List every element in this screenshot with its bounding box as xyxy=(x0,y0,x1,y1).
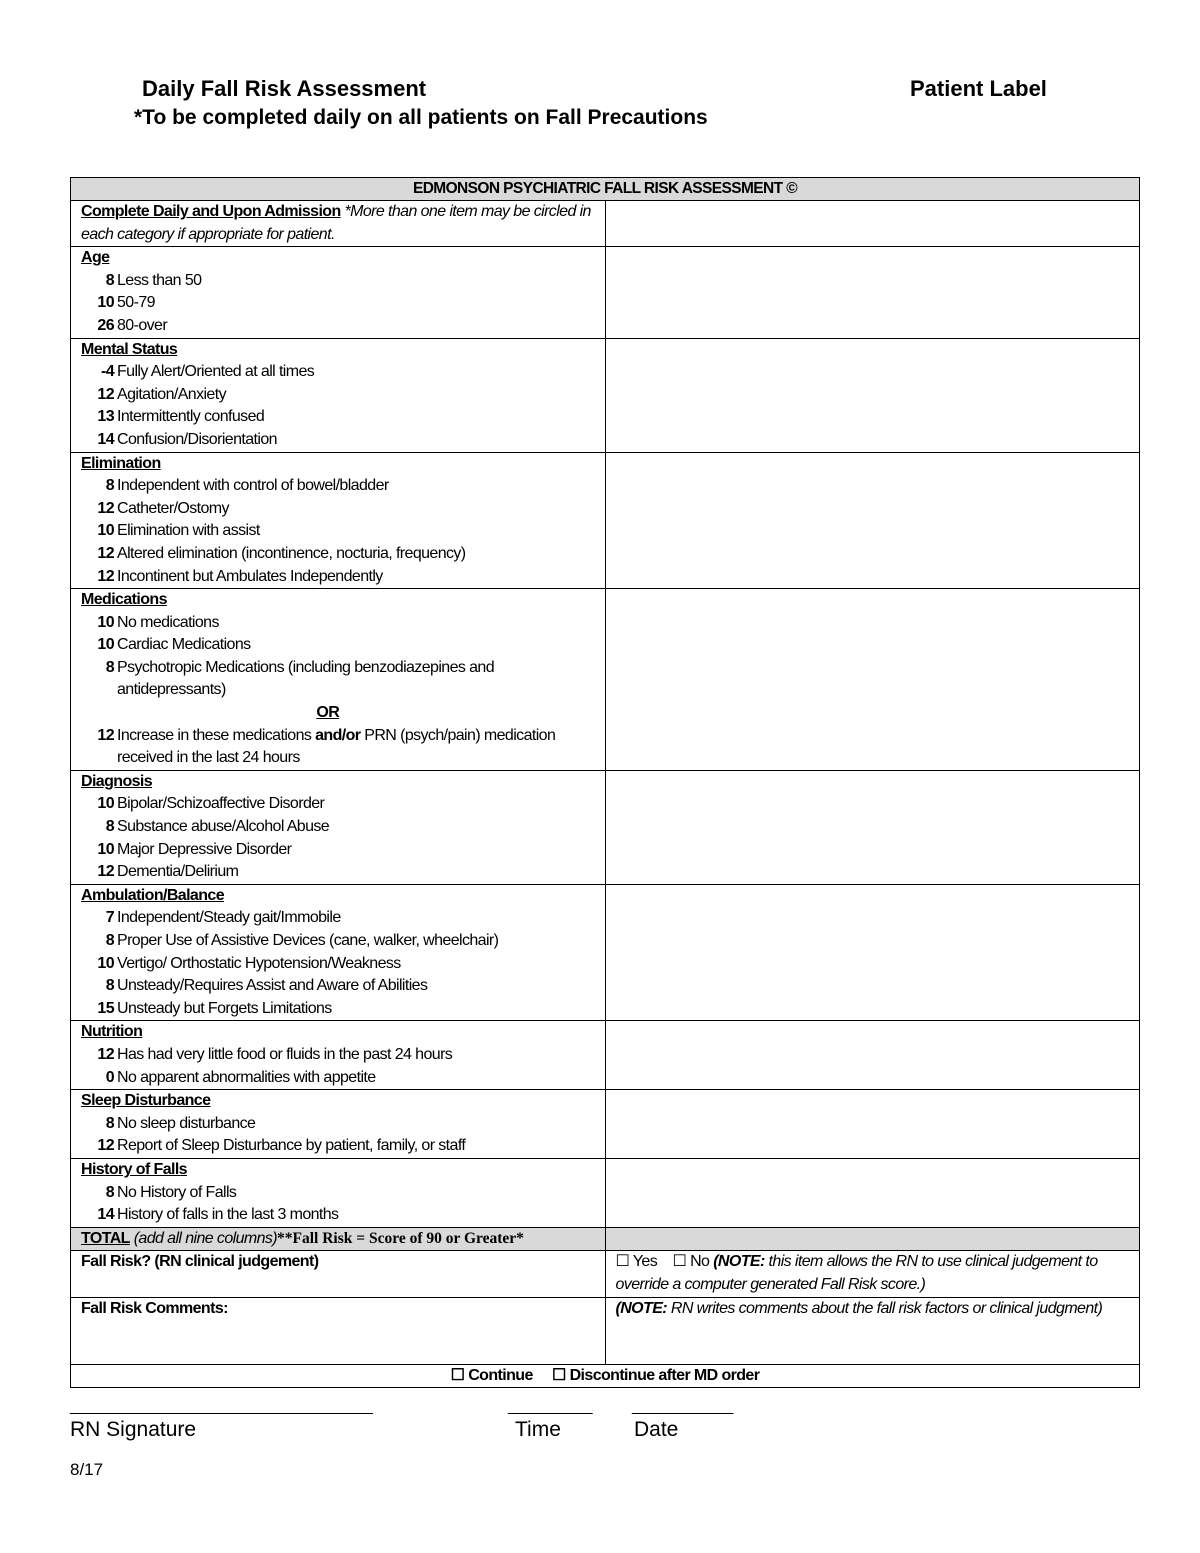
option-text: Proper Use of Assistive Devices (cane, walker, wheelchair) xyxy=(117,932,499,949)
category-row-diagnosis xyxy=(71,770,1140,884)
yes-checkbox[interactable]: ☐ Yes xyxy=(615,1253,658,1271)
score-cell-age[interactable] xyxy=(605,247,1140,338)
option-text: Bipolar/Schizoaffective Disorder xyxy=(117,795,325,813)
score-cell-nutrition[interactable] xyxy=(605,1021,1140,1090)
intro-note: *More than one item may be circled in each category if appropriate for patient. xyxy=(81,203,591,243)
option-text: Incontinent but Ambulates Independently xyxy=(117,567,383,585)
category-cell xyxy=(71,452,606,589)
fall-risk-table xyxy=(70,177,1140,1388)
option-text-post: PRN (psych/pain) medication received in the last 24 hours xyxy=(117,726,556,767)
option-score: 10 xyxy=(97,613,114,631)
fall-risk-note: this item allows the RN to use clinical judgement to override a computer generated Fall Risk score.) xyxy=(615,1253,1098,1293)
category-row-ambulation xyxy=(71,884,1140,1021)
option-item[interactable] xyxy=(81,543,605,566)
intro-row xyxy=(71,201,1140,247)
option-score: 10 xyxy=(97,840,114,858)
option-text xyxy=(117,725,605,770)
form-title: Daily Fall Risk Assessment xyxy=(142,76,427,101)
option-score: 8 xyxy=(105,1114,114,1132)
option-text: 50-79 xyxy=(117,294,155,312)
category-cell xyxy=(71,770,606,884)
option-text: Substance abuse/Alcohol Abuse xyxy=(117,818,330,836)
option-item[interactable] xyxy=(81,1113,605,1136)
option-score: 7 xyxy=(105,909,114,927)
option-item[interactable] xyxy=(81,612,605,635)
discontinue-checkbox[interactable]: ☐ Discontinue after MD order xyxy=(552,1366,760,1384)
option-item[interactable] xyxy=(81,292,605,315)
option-item[interactable] xyxy=(81,270,605,293)
option-item[interactable] xyxy=(81,1067,605,1090)
option-item[interactable] xyxy=(81,634,605,657)
option-text: Major Depressive Disorder xyxy=(117,840,292,858)
option-score: 12 xyxy=(97,385,114,403)
option-score: 8 xyxy=(105,818,114,836)
comments-answer-cell[interactable] xyxy=(605,1297,1140,1364)
option-item[interactable] xyxy=(81,498,605,521)
fall-risk-note-bold: (NOTE: xyxy=(709,1253,765,1271)
option-score: 0 xyxy=(105,1068,114,1086)
option-item[interactable] xyxy=(81,520,605,543)
option-score: 10 xyxy=(97,636,114,654)
option-text: Confusion/Disorientation xyxy=(117,430,277,448)
option-item[interactable] xyxy=(81,975,605,998)
option-text: Elimination with assist xyxy=(117,522,260,540)
option-score: 8 xyxy=(105,477,114,495)
option-text: Psychotropic Medications (including benzodiazepines and antidepressants) xyxy=(117,658,495,699)
option-score: 8 xyxy=(105,977,114,995)
option-text: Catheter/Ostomy xyxy=(117,499,229,517)
option-text: Vertigo/ Orthostatic Hypotension/Weakness xyxy=(117,954,401,972)
category-heading: Medications xyxy=(81,591,167,609)
category-cell xyxy=(71,247,606,338)
option-text: No apparent abnormalities with appetite xyxy=(117,1068,376,1086)
continue-checkbox[interactable]: ☐ Continue xyxy=(450,1366,533,1384)
option-item[interactable] xyxy=(81,361,605,384)
category-row-sleep xyxy=(71,1090,1140,1159)
option-text: Independent with control of bowel/bladder xyxy=(117,477,389,495)
category-row-nutrition xyxy=(71,1021,1140,1090)
time-label: Time xyxy=(515,1418,561,1441)
option-score: 10 xyxy=(97,294,114,312)
category-row-elimination xyxy=(71,452,1140,589)
fall-risk-answer-cell xyxy=(605,1251,1140,1297)
category-cell xyxy=(71,884,606,1021)
option-text: Cardiac Medications xyxy=(117,636,251,654)
option-item[interactable] xyxy=(81,566,605,589)
table-banner: EDMONSON PSYCHIATRIC FALL RISK ASSESSMENT © xyxy=(71,178,1140,201)
category-heading: Age xyxy=(81,249,110,267)
option-text: Unsteady but Forgets Limitations xyxy=(117,999,332,1017)
option-text: 80-over xyxy=(117,316,168,334)
total-rule: **Fall Risk = Score of 90 or Greater* xyxy=(277,1229,524,1247)
option-score: 12 xyxy=(97,1137,114,1155)
total-label: TOTAL xyxy=(81,1229,130,1247)
option-text: Altered elimination (incontinence, nocturia, frequency) xyxy=(117,544,466,562)
category-heading: Mental Status xyxy=(81,340,178,358)
option-text: Fully Alert/Oriented at all times xyxy=(117,363,315,381)
option-text: No medications xyxy=(117,613,219,631)
date-line[interactable]: ____________ xyxy=(632,1398,733,1415)
option-text: No sleep disturbance xyxy=(117,1114,256,1132)
option-text: Independent/Steady gait/Immobile xyxy=(117,909,341,927)
category-cell xyxy=(71,589,606,771)
comments-note-bold: (NOTE: xyxy=(615,1299,668,1317)
option-item[interactable] xyxy=(81,429,605,452)
option-item[interactable] xyxy=(81,1204,605,1227)
score-cell-diagnosis[interactable] xyxy=(605,770,1140,884)
option-text: Report of Sleep Disturbance by patient, family, or staff xyxy=(117,1137,466,1155)
option-text: Less than 50 xyxy=(117,271,202,289)
option-text-bold: and/or xyxy=(315,726,361,744)
option-item[interactable] xyxy=(81,657,605,702)
option-score: 8 xyxy=(105,932,114,949)
option-text: Unsteady/Requires Assist and Aware of Abilities xyxy=(117,977,428,995)
comments-note: RN writes comments about the fall risk factors or clinical judgment) xyxy=(667,1299,1103,1317)
comments-row xyxy=(71,1297,1140,1364)
option-item[interactable] xyxy=(81,998,605,1021)
option-text: No History of Falls xyxy=(117,1183,237,1201)
fall-risk-cell xyxy=(71,1251,606,1297)
comments-label: Fall Risk Comments: xyxy=(81,1299,228,1317)
option-score: 12 xyxy=(97,567,114,585)
option-text: Has had very little food or fluids in the past 24 hours xyxy=(117,1045,453,1063)
intro-cell xyxy=(71,201,606,247)
category-heading: Nutrition xyxy=(81,1023,143,1041)
option-score: 26 xyxy=(97,316,114,334)
option-score: 15 xyxy=(97,999,114,1017)
category-cell xyxy=(71,1021,606,1090)
option-score: 12 xyxy=(97,544,114,562)
score-cell-medications[interactable] xyxy=(605,589,1140,771)
option-score: 8 xyxy=(105,271,114,289)
category-row-history-falls xyxy=(71,1158,1140,1227)
category-heading: Ambulation/Balance xyxy=(81,886,225,904)
category-heading: Diagnosis xyxy=(81,772,153,790)
option-item[interactable] xyxy=(81,793,605,816)
option-score: 8 xyxy=(105,658,114,676)
option-score: 13 xyxy=(97,408,114,426)
option-score: 10 xyxy=(97,954,114,972)
option-item[interactable] xyxy=(81,384,605,407)
category-row-age xyxy=(71,247,1140,338)
no-checkbox[interactable]: ☐ No xyxy=(672,1253,710,1271)
option-score: 14 xyxy=(97,1206,114,1224)
category-heading: Elimination xyxy=(81,454,161,472)
form-subtitle: *To be completed daily on all patients on Fall Precautions xyxy=(134,106,708,129)
total-row xyxy=(71,1227,1140,1251)
score-cell-ambulation[interactable] xyxy=(605,884,1140,1021)
option-item[interactable] xyxy=(81,1135,605,1158)
total-cell xyxy=(71,1227,606,1251)
option-score: 12 xyxy=(97,863,114,881)
category-cell xyxy=(71,338,606,452)
option-item[interactable] xyxy=(81,953,605,976)
option-item[interactable] xyxy=(81,315,605,338)
option-item[interactable] xyxy=(81,1044,605,1067)
time-line[interactable]: __________ xyxy=(508,1398,592,1415)
category-row-mental-status xyxy=(71,338,1140,452)
option-score: 10 xyxy=(97,795,114,813)
option-score: 12 xyxy=(97,1045,114,1063)
rn-signature-label: RN Signature xyxy=(70,1418,197,1441)
option-text: Agitation/Anxiety xyxy=(117,385,226,403)
option-item[interactable] xyxy=(81,839,605,862)
option-text: Intermittently confused xyxy=(117,408,265,426)
continue-row xyxy=(71,1364,1140,1388)
continue-cell xyxy=(71,1364,1140,1388)
option-score: 8 xyxy=(105,1183,114,1201)
total-note: (add all nine columns) xyxy=(129,1229,278,1247)
option-item[interactable] xyxy=(81,861,605,884)
option-score: 12 xyxy=(97,499,114,517)
intro-heading: Complete Daily and Upon Admission xyxy=(81,203,341,220)
option-score: -4 xyxy=(100,363,114,381)
score-cell-mental-status[interactable] xyxy=(605,338,1140,452)
option-score: 14 xyxy=(97,430,114,448)
revision-date: 8/17 xyxy=(70,1460,104,1479)
option-item[interactable] xyxy=(81,406,605,429)
total-score-cell[interactable] xyxy=(605,1227,1140,1251)
option-item[interactable] xyxy=(81,475,605,498)
or-divider: OR xyxy=(316,704,340,722)
option-item[interactable] xyxy=(81,930,605,953)
option-score: 10 xyxy=(97,522,114,540)
option-item[interactable] xyxy=(81,725,605,770)
score-cell-elimination[interactable] xyxy=(605,452,1140,589)
intro-score-cell[interactable] xyxy=(605,201,1140,247)
category-row-medications xyxy=(71,589,1140,771)
date-label: Date xyxy=(634,1418,679,1441)
option-text: History of falls in the last 3 months xyxy=(117,1206,339,1224)
patient-label-heading: Patient Label xyxy=(910,76,1047,101)
option-score: 12 xyxy=(97,726,114,744)
option-text: Dementia/Delirium xyxy=(117,863,239,881)
option-text-pre: Increase in these medications xyxy=(117,726,316,744)
fall-risk-label: Fall Risk? (RN clinical judgement) xyxy=(81,1253,319,1271)
category-heading: History of Falls xyxy=(81,1160,187,1178)
table-banner-row xyxy=(71,178,1140,201)
score-cell-history-falls[interactable] xyxy=(605,1158,1140,1227)
option-item[interactable] xyxy=(81,907,605,930)
category-cell xyxy=(71,1090,606,1159)
option-item[interactable] xyxy=(81,816,605,839)
fall-risk-row xyxy=(71,1251,1140,1297)
category-heading: Sleep Disturbance xyxy=(81,1092,211,1110)
score-cell-sleep[interactable] xyxy=(605,1090,1140,1159)
signature-line[interactable]: ____________________________________ xyxy=(70,1398,373,1415)
category-cell xyxy=(71,1158,606,1227)
comments-cell xyxy=(71,1297,606,1364)
option-item[interactable] xyxy=(81,1182,605,1205)
